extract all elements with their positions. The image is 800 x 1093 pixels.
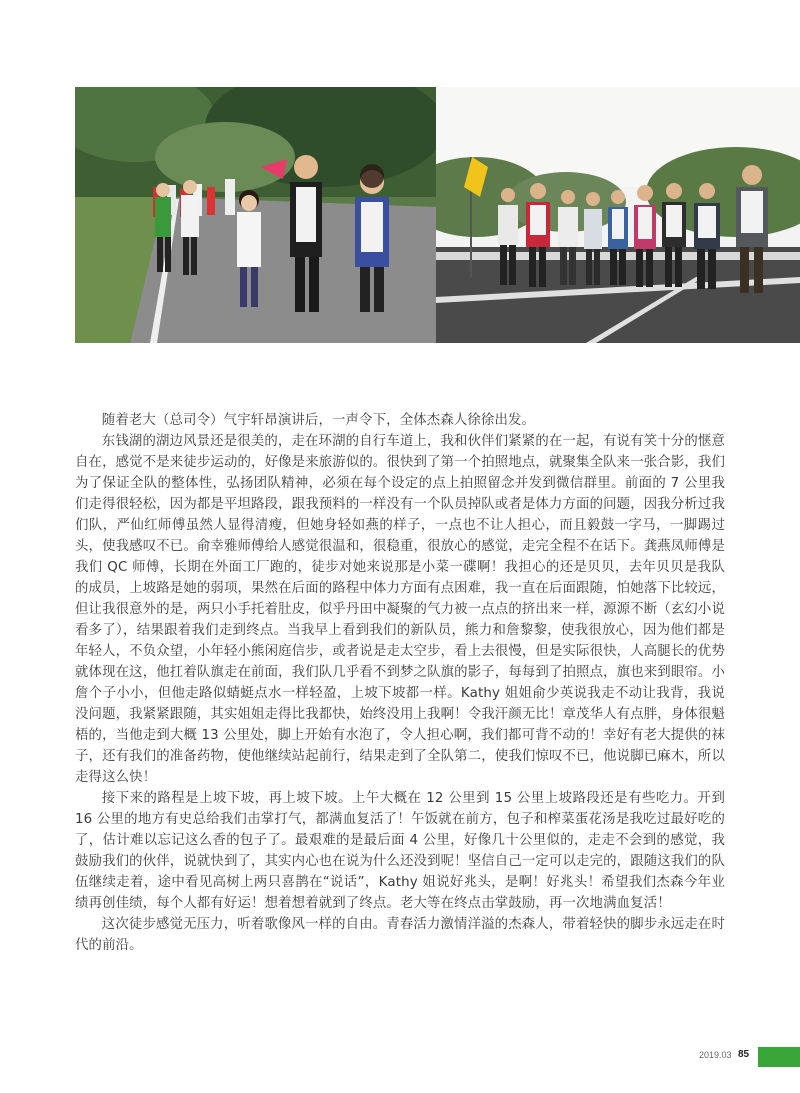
article-body [75, 410, 725, 956]
photo-team-lineup [436, 87, 800, 343]
paragraph: 接下来的路程是上坡下坡，再上坡下坡。上午大概在 12 公里到 15 公里上坡路段还是有些吃力。开到 16 公里的地方有史总给我们击掌打气，都满血复活了！午饭就在前方，包子和榨菜蛋花汤是我吃过最好吃的了，估计难以忘记这么香的包子了。最艰难的是最后面 4 公里，好像几十公里似的，走走不会到的感觉，我鼓励我们的伙伴，说就快到了，其实内心也在说为什么还没到呢！坚信自己一定可以走完的，跟随这我们的队伍继续走着，途中看见高树上两只喜鹊在“说话”，Kathy 姐说好兆头，是啊！好兆头！希望我们杰森今年业绩再创佳绩，每个人都有好运！想着想着就到了终点。老大等在终点击掌鼓励，再一次地满血复活！ [75, 791, 725, 911]
paragraph: 这次徒步感觉无压力，听着歌像风一样的自由。青春活力激情洋溢的杰森人，带着轻快的脚步永远走在时代的前沿。 [75, 917, 725, 953]
page-number: 85 [738, 1049, 750, 1060]
paragraph: 东钱湖的湖边风景还是很美的，走在环湖的自行车道上，我和伙伴们紧紧的在一起，有说有笑十分的惬意自在，感觉不是来徒步运动的，好像是来旅游似的。很快到了第一个拍照地点，就聚集全队来一张合影，我们为了保证全队的整体性，弘扬团队精神，必须在每个设定的点上拍照留念并发到微信群里。前面的 7 公里我们走得很轻松，因为都是平坦路段，跟我预料的一样没有一个队员掉队或者是体力方面的问题，因我分析过我们队，严仙红师傅虽然人显得清瘦，但她身轻如燕的样子，一点也不让人担心，而且毅鼓一字马，一脚踢过头，使我感叹不已。俞幸雅师傅给人感觉很温和，很稳重，很放心的感觉，走完全程不在话下。龚燕凤师傅是我们 QC 师傅，长期在外面工厂跑的，徒步对她来说那是小菜一碟啊！我担心的还是贝贝，去年贝贝是我队的成员，上坡路是她的弱项，果然在后面的路程中体力方面有点困难，我一直在后面跟随，怕她落下比较远，但让我很意外的是，两只小手托着肚皮，似乎丹田中凝聚的气力被一点点的挤出来一样，源源不断（玄幻小说看多了），结果跟着我们走到终点。当我早上看到我们的新队员，熊力和詹黎黎，使我很放心，因为他们都是年轻人，不负众望，小年轻小熊闲庭信步，或者说是走太空步，看上去很慢，但是实际很快，人高腿长的优势就体现在这，他扛着队旗走在前面，我们队几乎看不到梦之队旗的影子，每每到了拍照点，旗也来到眼帘。小詹个子小小，但他走路似蜻蜓点水一样轻盈，上坡下坡都一样。Kathy 姐姐俞少英说我走不动让我背，我说没问题，我紧紧跟随，其实姐姐走得比我都快，始终没用上我啊！令我汗颜无比！章茂华人有点胖，身体很魁梧的，当他走到大概 13 公里处，脚上开始有水泡了，令人担心啊，我们都可背不动的！幸好有老大提供的袜子，还有我们的准备药物，使他继续站起前行，结果走到了全队第二，使我们惊叹不已，他说脚已麻木，所以走得这么快！ [75, 434, 725, 785]
page-accent-bar [758, 1047, 800, 1067]
issue-date: 2019.03 [699, 1050, 732, 1060]
photo-walkers-on-road [75, 87, 436, 343]
paragraph: 随着老大（总司令）气宇轩昂演讲后，一声令下，全体杰森人徐徐出发。 [101, 413, 536, 428]
